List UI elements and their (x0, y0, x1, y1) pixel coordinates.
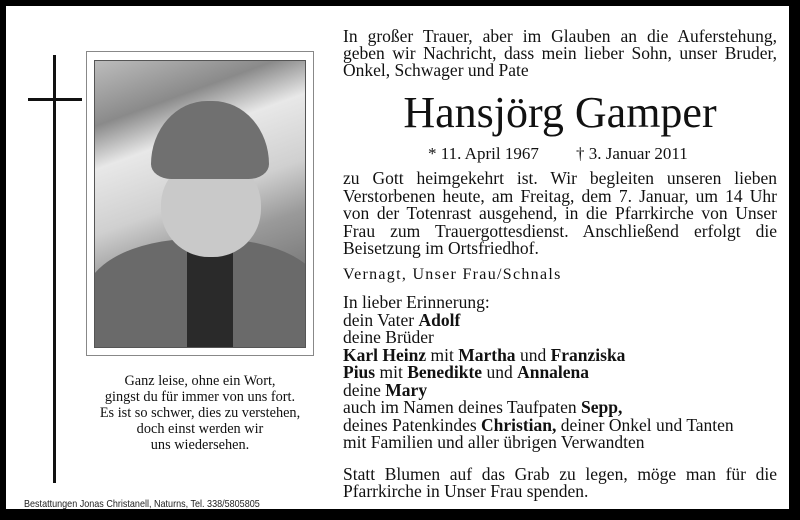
father-name: Adolf (418, 309, 461, 330)
connector: und (515, 344, 551, 365)
birth-date: * 11. April 1967 (428, 144, 539, 163)
poem-line: Es ist so schwer, dies zu verstehen, (99, 405, 301, 421)
portrait-photo (94, 60, 306, 348)
memorial-poem (86, 373, 314, 453)
family-relatives: mit Familien und aller übrigen Verwandten (343, 432, 645, 452)
connector: mit (375, 362, 408, 382)
intro-text: In großer Trauer, aber im Glauben an die Auferstehung, geben wir Nachricht, dass mein lieber Sohn, unser Bruder, Onkel, Schwager und Pate (343, 26, 777, 80)
place-line: Vernagt, Unser Frau/Schnals (343, 266, 562, 283)
poem-line: Ganz leise, ohne ein Wort, (124, 373, 276, 389)
brother-name: Karl Heinz (343, 344, 427, 365)
brother-name: Pius (343, 362, 376, 382)
family-heading: In lieber Erinnerung: (343, 292, 490, 312)
poem-line: doch einst werden wir (136, 421, 264, 437)
child-name: Annalena (517, 362, 590, 382)
brothers-label: deine Brüder (343, 327, 434, 347)
godfather-name: Sepp, (581, 397, 623, 417)
spouse-name: Benedikte (407, 362, 483, 382)
poem-line: gingst du für immer von uns fort. (104, 389, 296, 405)
godchild-suffix: deiner Onkel und Tanten (556, 414, 734, 435)
portrait-frame (86, 51, 314, 356)
funeral-home-footer: Bestattungen Jonas Christanell, Naturns, Tel. 338/5805805 (24, 498, 260, 510)
connector: mit (426, 344, 459, 365)
partner-prefix: deine (343, 379, 386, 400)
godfather-prefix: auch im Namen deines Taufpaten (343, 397, 582, 417)
photo-collar (187, 251, 233, 348)
godchild-prefix: deines Patenkindes (343, 414, 482, 435)
photo-hat (151, 101, 269, 179)
death-date: † 3. Januar 2011 (576, 144, 688, 163)
poem-line: uns wiedersehen. (150, 437, 250, 453)
partner-name: Mary (385, 379, 428, 400)
closing-request: Statt Blumen auf das Grab zu legen, möge man für die Pfarrkirche in Unser Frau spenden. (343, 464, 777, 501)
spouse-name: Martha (458, 344, 516, 365)
cross-icon (53, 55, 56, 483)
service-details: zu Gott heimgekehrt ist. Wir begleiten unseren lieben Verstorbenen heute, am Freitag, dem 7. Januar, um 14 Uhr von der Totenrast ausgehend, in die Pfarrkirche von Unser Frau zum Trauergottesdienst. Anschließend erfolgt die Beisetzung im Ortsfriedhof. (343, 168, 777, 258)
father-prefix: dein Vater (343, 309, 419, 330)
godchild-name: Christian, (481, 414, 557, 435)
deceased-name: Hansjörg Gamper (403, 88, 717, 137)
connector: und (482, 362, 518, 382)
family-list (343, 294, 777, 452)
cross-icon-bar (28, 98, 82, 101)
child-name: Franziska (550, 344, 626, 365)
